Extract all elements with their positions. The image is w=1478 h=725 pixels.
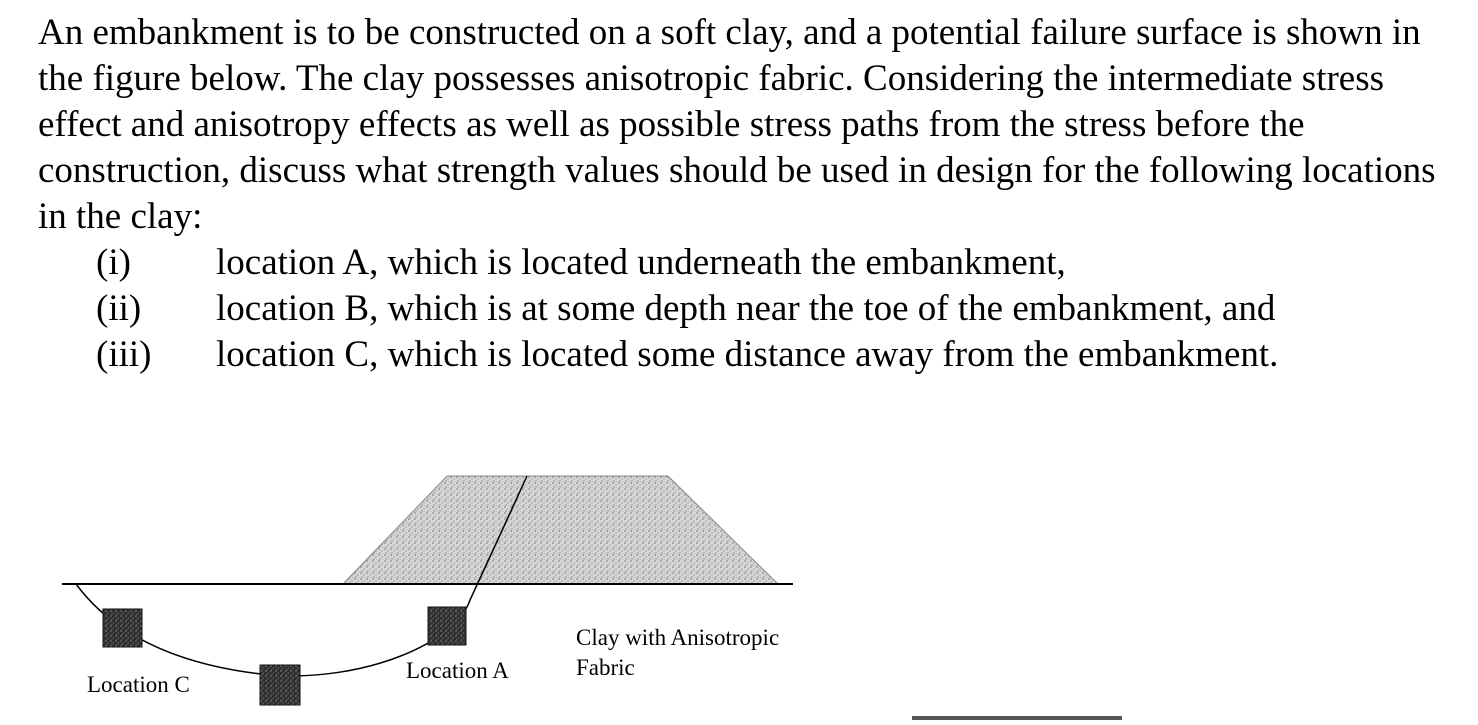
- location-a-label: Location A: [406, 658, 509, 683]
- list-item: [38, 286, 1458, 332]
- location-c-label: Location C: [87, 672, 190, 697]
- item-number: (iii): [96, 334, 152, 375]
- list-item: [38, 332, 1458, 378]
- item-text: location A, which is located underneath the embankment,: [216, 242, 1066, 283]
- sample-location-b: [260, 665, 300, 705]
- item-text: location B, which is at some depth near the toe of the embankment, and: [216, 288, 1276, 329]
- bottom-divider: [912, 716, 1122, 720]
- sample-location-c: [103, 609, 142, 647]
- problem-intro: An embankment is to be constructed on a soft clay, and a potential failure surface is shown in the figure below. The clay possesses anisotropic fabric. Considering the intermediate stress effect and anisotropy effects as well as possible stress paths from the stress before the construction, discuss what strength values should be used in design for the following locations in the clay:: [38, 12, 1436, 237]
- embankment-figure: [0, 440, 900, 720]
- item-number: (ii): [96, 288, 142, 329]
- sample-location-a: [428, 607, 466, 645]
- clay-label-line1: Clay with Anisotropic: [576, 625, 780, 650]
- embankment-shape: [343, 476, 778, 584]
- list-item: [38, 240, 1458, 286]
- item-text: location C, which is located some distance away from the embankment.: [216, 334, 1279, 375]
- clay-label-line2: Fabric: [576, 655, 635, 680]
- item-number: (i): [96, 242, 131, 283]
- problem-statement: [38, 10, 1458, 378]
- location-list: [38, 240, 1458, 378]
